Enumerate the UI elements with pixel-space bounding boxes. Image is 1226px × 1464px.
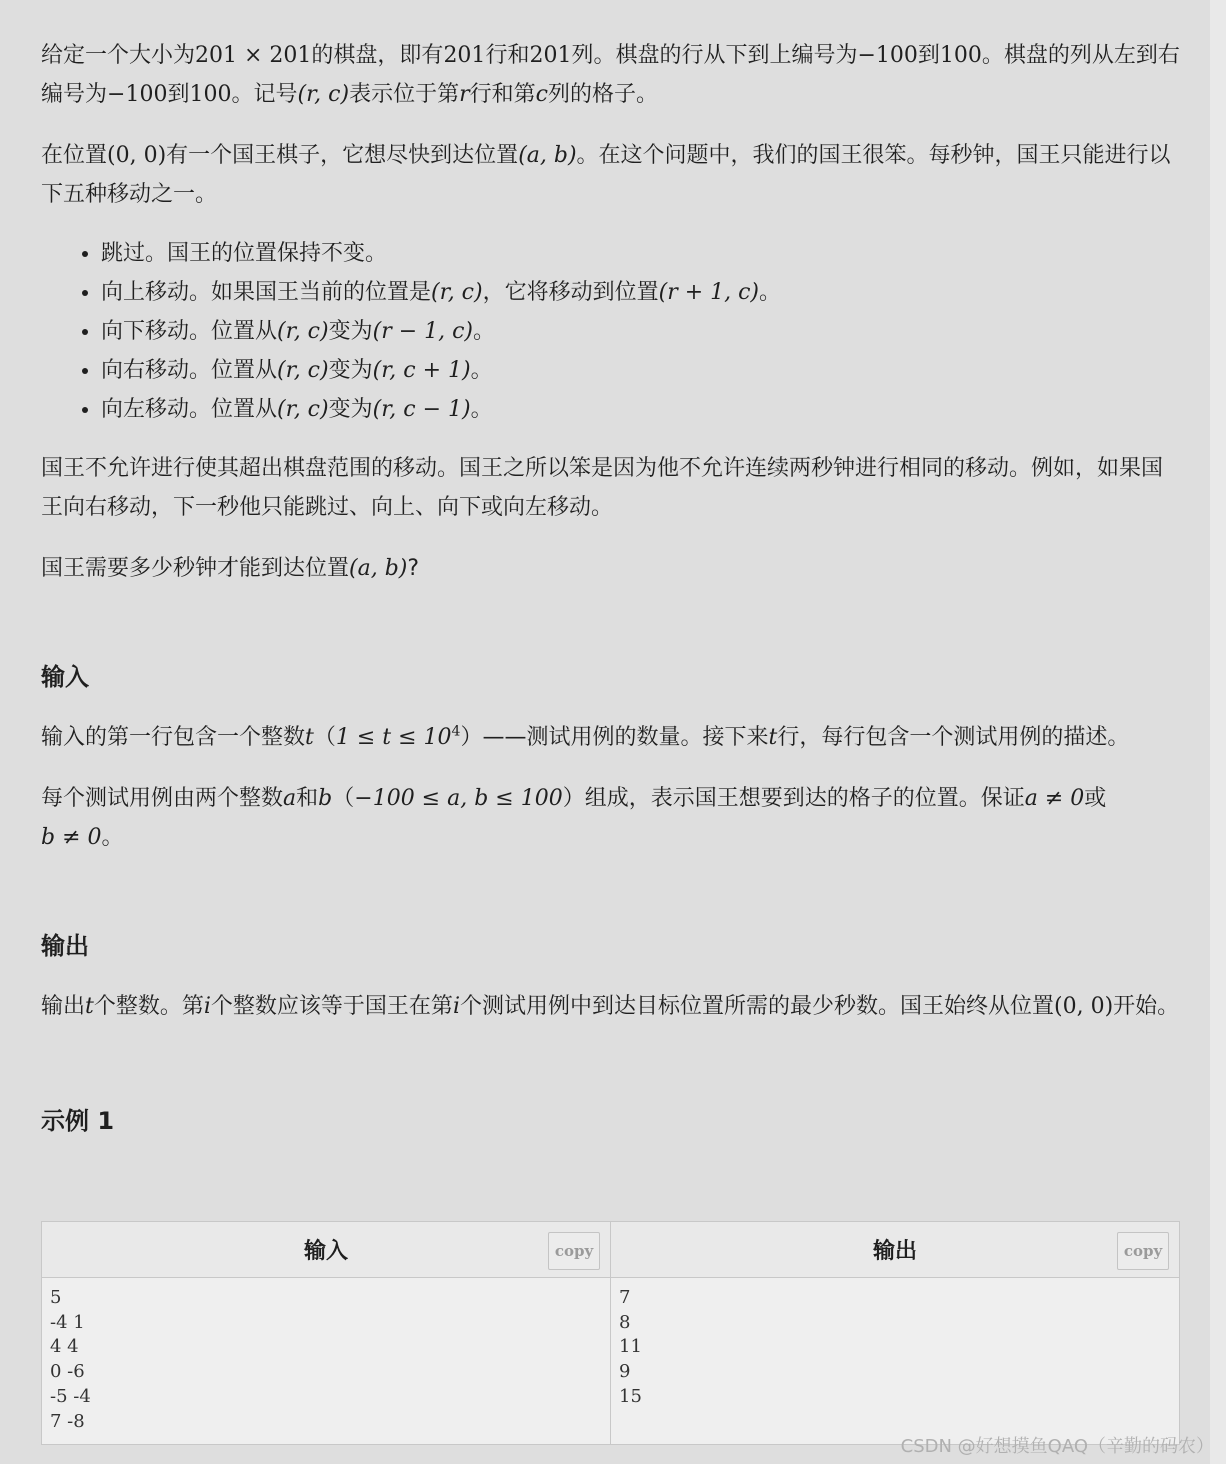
list-item-move-down: • 向下移动。位置从(r, c)变为(r − 1, c)。 bbox=[101, 312, 1181, 351]
list-item-move-right: • 向右移动。位置从(r, c)变为(r, c + 1)。 bbox=[101, 351, 1181, 390]
sample-heading: 示例 1 bbox=[41, 1107, 115, 1135]
sample-input-line: 4 4 bbox=[50, 1336, 79, 1358]
copy-input-button[interactable]: copy bbox=[548, 1232, 600, 1270]
sample-input-line: 5 bbox=[50, 1287, 62, 1308]
copy-output-button[interactable]: copy bbox=[1117, 1232, 1169, 1270]
sample-output-cell bbox=[611, 1278, 1180, 1445]
paragraph-king-moves-intro: 在位置(0, 0)有一个国王棋子，它想尽快到达位置(a, b)。在这个问题中，我们的国王很笨。每秒钟，国王只能进行以下五种移动之一。 bbox=[41, 143, 1171, 207]
paragraph-board-description: 给定一个大小为201 × 201的棋盘，即有201行和201列。棋盘的行从下到上编号为−100到100。棋盘的列从左到右编号为−100到100。记号(r, c)表示位于第r行和第c列的格子。 bbox=[41, 43, 1180, 107]
problem-statement bbox=[41, 36, 1181, 1138]
move-list bbox=[41, 234, 1181, 429]
output-heading: 输出 bbox=[41, 932, 89, 960]
sample-input-line: 0 -6 bbox=[50, 1361, 85, 1383]
sample-output-line: 15 bbox=[619, 1385, 642, 1407]
csdn-watermark: CSDN @好想摸鱼QAQ（辛勤的码农） bbox=[900, 1436, 1214, 1457]
sample-input-line: -5 -4 bbox=[50, 1385, 91, 1407]
input-description-line1: 输入的第一行包含一个整数$t(1 \le t \le 10^4)——$测试用例的数量。接下来t行，每行包含一个测试用例的描述。 bbox=[41, 723, 1130, 750]
paragraph-restriction: 国王不允许进行使其超出棋盘范围的移动。国王之所以笨是因为他不允许连续两秒钟进行相同的移动。例如，如果国王向右移动，下一秒他只能跳过、向上、向下或向左移动。 bbox=[41, 456, 1164, 520]
sample-input-header: 输入 copy bbox=[42, 1222, 611, 1278]
sample-table bbox=[41, 1221, 1180, 1445]
sample-input-cell bbox=[42, 1278, 611, 1445]
sample-output-header: 输出 copy bbox=[611, 1222, 1180, 1278]
sample-output-line: 8 bbox=[619, 1311, 631, 1333]
input-description-line2: 每个测试用例由两个整数a和b（−100 ≤ a, b ≤ 100）组成，表示国王想要到达的格子的位置。保证a ≠ 0或 b ≠ 0。 bbox=[41, 786, 1107, 850]
list-item-skip: • 跳过。国王的位置保持不变。 bbox=[101, 234, 1181, 273]
sample-input-line: -4 1 bbox=[50, 1311, 85, 1333]
input-heading: 输入 bbox=[41, 663, 89, 691]
page-right-edge bbox=[1210, 0, 1226, 1464]
list-item-move-up: • 向上移动。如果国王当前的位置是(r, c)，它将移动到位置(r + 1, c)。 bbox=[101, 273, 1181, 312]
list-item-move-left: • 向左移动。位置从(r, c)变为(r, c − 1)。 bbox=[101, 390, 1181, 429]
sample-output-line: 7 bbox=[619, 1287, 631, 1308]
sample-output-line: 9 bbox=[619, 1361, 631, 1383]
paragraph-question: 国王需要多少秒钟才能到达位置(a, b)? bbox=[41, 556, 420, 581]
sample-output-line: 11 bbox=[619, 1336, 642, 1358]
output-description: 输出t个整数。第i个整数应该等于国王在第i个测试用例中到达目标位置所需的最少秒数。国王始终从位置(0, 0)开始。 bbox=[41, 994, 1180, 1019]
sample-input-line: 7 -8 bbox=[50, 1410, 85, 1432]
